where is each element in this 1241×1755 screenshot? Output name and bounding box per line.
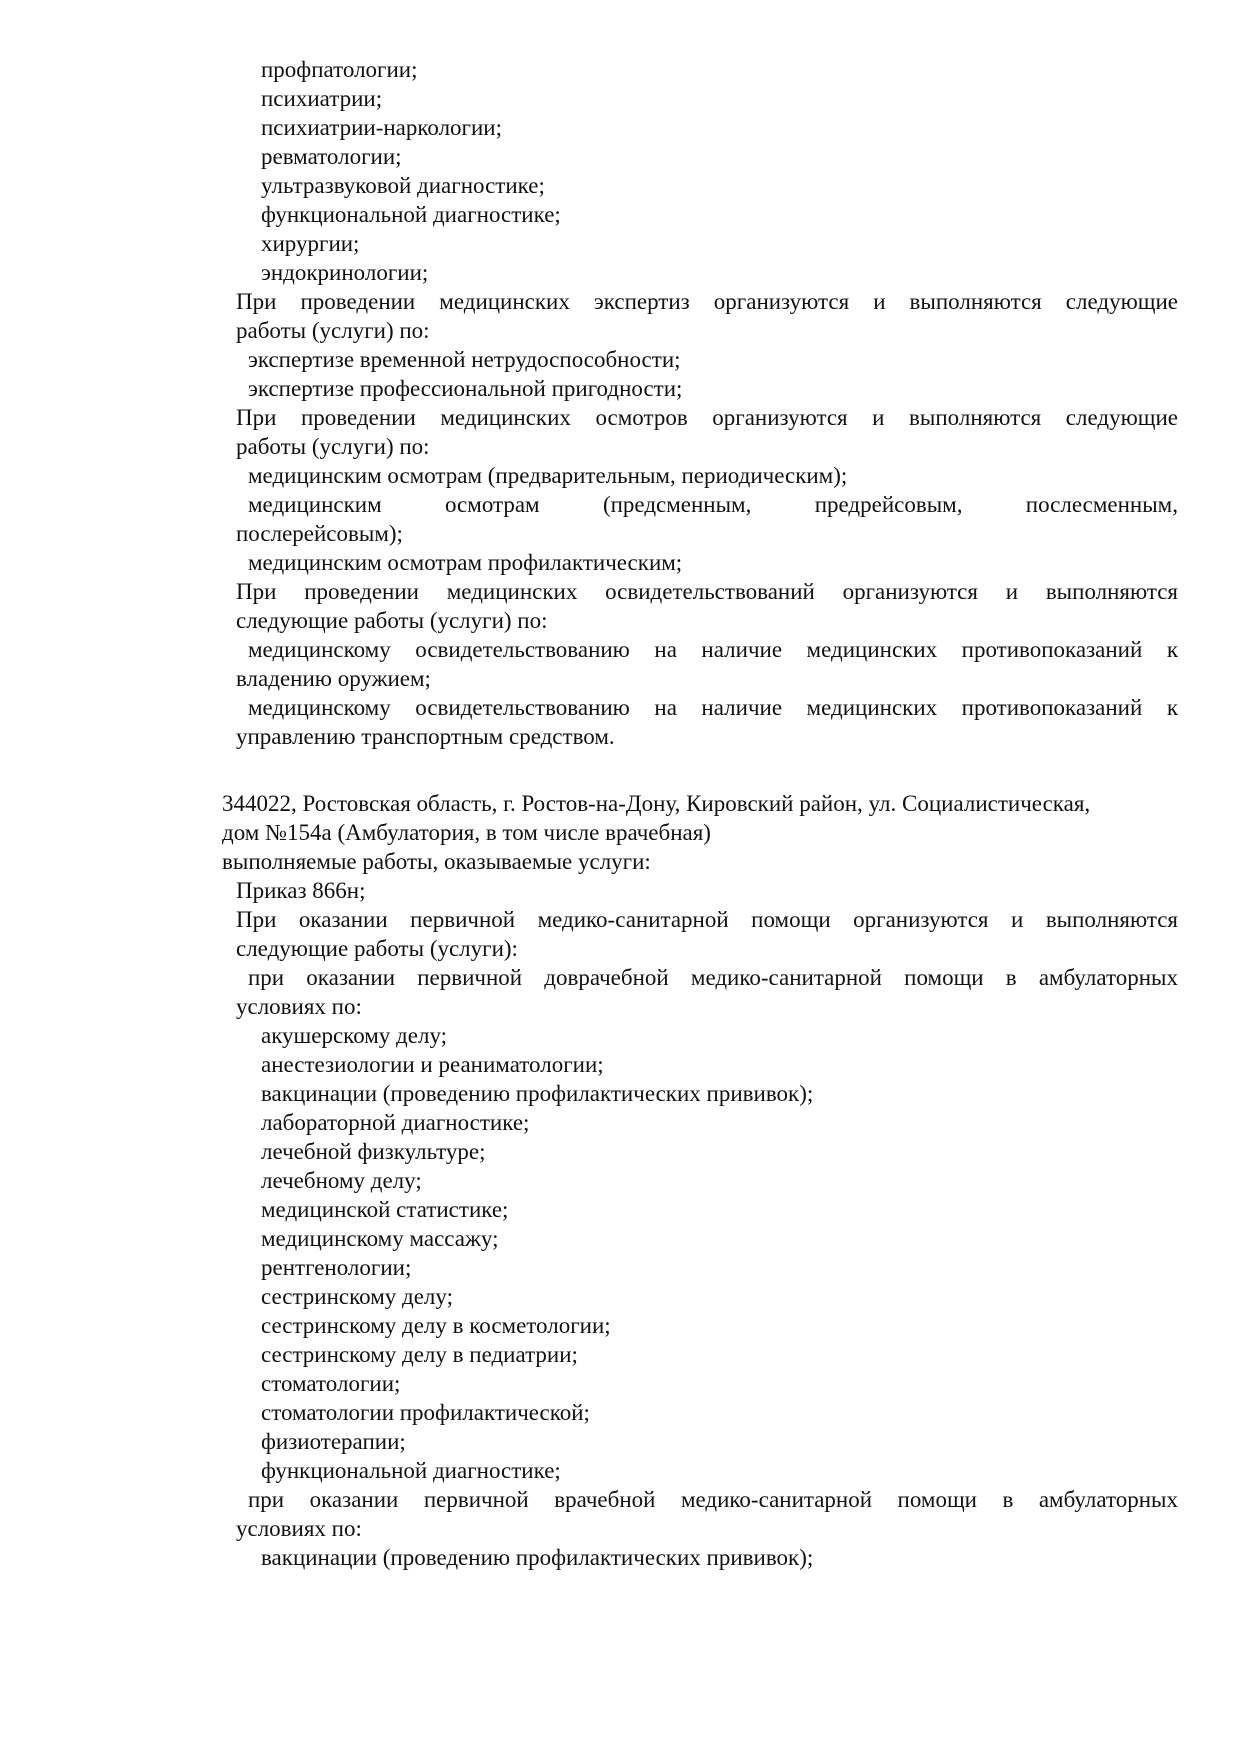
list-item: медицинским осмотрам (предсменным, предрейсовым, послесменным, — [248, 492, 1178, 517]
paragraph-line: условиях по: — [236, 994, 362, 1019]
address-line: дом №154а (Амбулатория, в том числе врачебная) — [222, 820, 711, 845]
list-item: сестринскому делу в педиатрии; — [261, 1342, 578, 1367]
paragraph-line: условиях по: — [236, 1516, 362, 1541]
address-line: 344022, Ростовская область, г. Ростов-на-Дону, Кировский район, ул. Социалистическая, — [222, 791, 1091, 816]
paragraph-line: следующие работы (услуги): — [236, 936, 518, 961]
paragraph-line: При проведении медицинских экспертиз организуются и выполняются следующие — [236, 289, 1178, 314]
list-item: экспертизе профессиональной пригодности; — [248, 376, 683, 401]
paragraph-line: работы (услуги) по: — [236, 434, 430, 459]
list-item: медицинскому массажу; — [261, 1226, 499, 1251]
paragraph-line: При проведении медицинских освидетельствований организуются и выполняются — [236, 579, 1178, 604]
list-item: лечебному делу; — [261, 1168, 422, 1193]
list-item: управлению транспортным средством. — [236, 724, 615, 749]
list-item: вакцинации (проведению профилактических прививок); — [261, 1081, 814, 1106]
list-item: медицинским осмотрам (предварительным, периодическим); — [248, 463, 848, 488]
list-item: профпатологии; — [261, 57, 418, 82]
paragraph-line: При оказании первичной медико-санитарной помощи организуются и выполняются — [236, 907, 1178, 932]
list-item: медицинскому освидетельствованию на наличие медицинских противопоказаний к — [248, 637, 1178, 662]
paragraph-line: При проведении медицинских осмотров организуются и выполняются следующие — [236, 405, 1178, 430]
paragraph-line: следующие работы (услуги) по: — [236, 608, 548, 633]
section-heading: выполняемые работы, оказываемые услуги: — [222, 849, 651, 874]
list-item: анестезиологии и реаниматологии; — [261, 1052, 604, 1077]
list-item: владению оружием; — [236, 666, 431, 691]
paragraph-line: при оказании первичной врачебной медико-санитарной помощи в амбулаторных — [248, 1487, 1178, 1512]
list-item: ультразвуковой диагностике; — [261, 173, 545, 198]
list-item: физиотерапии; — [261, 1429, 406, 1454]
order-reference: Приказ 866н; — [236, 878, 366, 903]
list-item: рентгенологии; — [261, 1255, 412, 1280]
list-item: медицинской статистике; — [261, 1197, 509, 1222]
list-item: стоматологии профилактической; — [261, 1400, 590, 1425]
list-item: психиатрии-наркологии; — [261, 115, 502, 140]
list-item: послерейсовым); — [236, 521, 403, 546]
list-item: лабораторной диагностике; — [261, 1110, 530, 1135]
paragraph-line: при оказании первичной доврачебной медико-санитарной помощи в амбулаторных — [248, 965, 1178, 990]
list-item: хирургии; — [261, 231, 360, 256]
list-item: функциональной диагностике; — [261, 1458, 561, 1483]
list-item: акушерскому делу; — [261, 1023, 448, 1048]
list-item: стоматологии; — [261, 1371, 401, 1396]
list-item: эндокринологии; — [261, 260, 429, 285]
list-item: вакцинации (проведению профилактических прививок); — [261, 1545, 814, 1570]
list-item: функциональной диагностике; — [261, 202, 561, 227]
list-item: лечебной физкультуре; — [261, 1139, 486, 1164]
paragraph-line: работы (услуги) по: — [236, 318, 430, 343]
list-item: медицинскому освидетельствованию на наличие медицинских противопоказаний к — [248, 695, 1178, 720]
list-item: сестринскому делу в косметологии; — [261, 1313, 611, 1338]
list-item: ревматологии; — [261, 144, 402, 169]
list-item: психиатрии; — [261, 86, 383, 111]
list-item: медицинским осмотрам профилактическим; — [248, 550, 683, 575]
list-item: экспертизе временной нетрудоспособности; — [248, 347, 681, 372]
list-item: сестринскому делу; — [261, 1284, 453, 1309]
